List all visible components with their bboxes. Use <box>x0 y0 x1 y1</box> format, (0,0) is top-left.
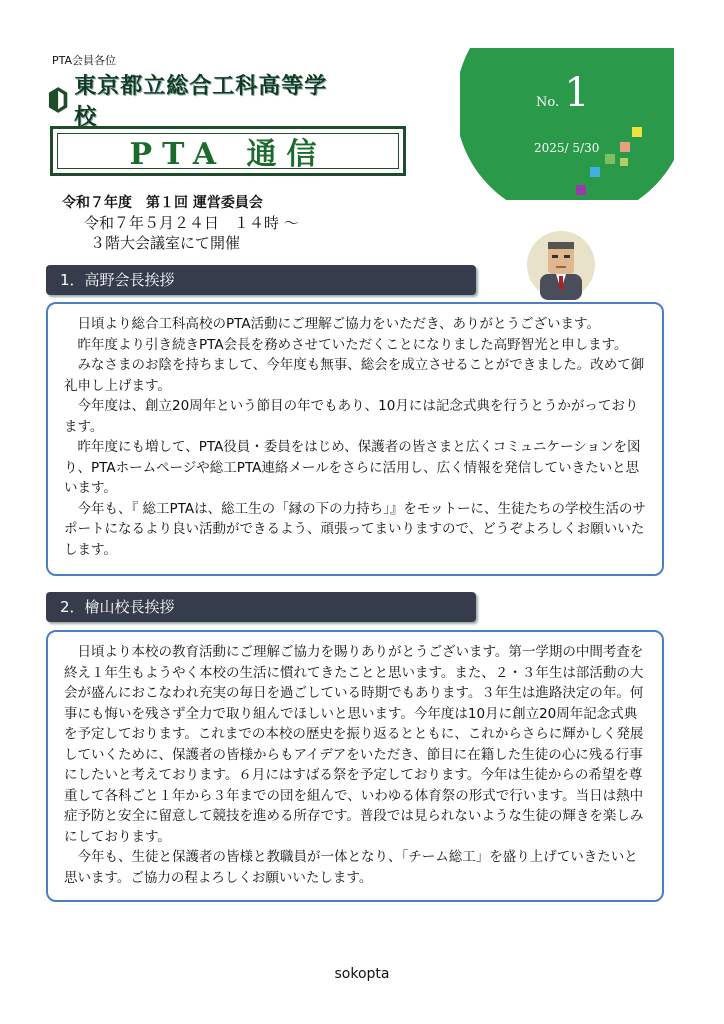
newsletter-banner <box>50 126 406 176</box>
paragraph: 昨年度より引き続きPTA会長を務めさせていただくことになりました高野智光と申します。 <box>77 336 628 353</box>
section-heading-principal-greeting: 2．檜山校長挨拶 <box>46 592 476 622</box>
issue-number: 1 <box>564 70 590 116</box>
issue-number-block <box>536 70 656 116</box>
school-name: 東京都立総合工科高等学校 <box>74 74 328 130</box>
chair-greeting-box <box>46 302 664 576</box>
school-emblem-icon <box>48 85 68 115</box>
footer-text: sokopta <box>334 966 390 982</box>
principal-greeting-box <box>46 630 664 902</box>
issue-label: No. <box>536 95 560 110</box>
paragraph: みなさまのお陰を持ちまして、今年度も無事、総会を成立させることができました。改めて御礼申し上げます。 <box>64 357 645 394</box>
section-heading-chair-greeting: 1．高野会長挨拶 <box>46 265 476 295</box>
corner-decoration <box>460 40 684 200</box>
paragraph: 昨年度にも増して、PTA役員・委員をはじめ、保護者の皆さまと広くコミュニケーションを図り、PTAホームページや総工PTA連絡メールをさらに活用し、広く情報を発信していきたいと思います。 <box>64 439 641 496</box>
addressee: PTA会員各位 <box>52 54 117 67</box>
paragraph: 今年も、生徒と保護者の皆様と教職員が一体となり、「チーム総工」を盛り上げていきたいと思います。ご協力の程よろしくお願いいたします。 <box>64 849 638 886</box>
meeting-title: 令和７年度 第１回 運営委員会 <box>62 195 263 211</box>
meeting-datetime: 令和７年５月２４日 １４時 ～ <box>84 214 299 232</box>
paragraph: 日頃より総合工科高校のPTA活動にご理解ご協力をいただき、ありがとうございます。 <box>77 316 600 332</box>
paragraph: 日頃より本校の教育活動にご理解ご協力を賜りありがとうございます。第一学期の中間考査を終え１年生もようやく本校の生活に慣れてきたことと思います。また、２・３年生は部活動の大会が盛んにおこなわれ充実の毎日を過ごしている時期でもあります。３年生は進路決定の年。何事にも悔いを残さず全力で取り組んでほしいと思います。今年度は10月に創立20周年記念式典を予定しております。これまでの本校の歴史を振り返るとともに、これからさらに輝かしく発展していくために、保護者の皆様からもアイデアをいただき、節目に在籍した生徒の心に残る行事にしたいと考えております。６月にはすばる祭を予定しております。今年は生徒からの希望を尊重して各科ごと１年から３年までの団を組んで、いわゆる体育祭の形式で行います。当日は熱中症予防と安全に留意して競技を進める所存です。普段では見られないような生徒の輝きを楽しみにしております。 <box>64 644 644 845</box>
principal-portrait-icon <box>526 230 596 300</box>
school-logo <box>48 74 328 130</box>
newsletter-title: PTA 通信 <box>129 137 327 172</box>
paragraph: 今年も、『 総工PTAは、総工生の「縁の下の力持ち」』をモットーに、生徒たちの学校生活のサポートになるより良い活動ができるよう、頑張ってまいりますので、どうぞよろしくお願いいたします。 <box>64 500 646 558</box>
paragraph: 今年度は、創立20周年という節目の年でもあり、10月には記念式典を行うとうかがっております。 <box>64 398 639 435</box>
meeting-venue: ３階大会議室にて開催 <box>90 234 241 252</box>
issue-date: 2025/ 5/30 <box>534 141 600 155</box>
